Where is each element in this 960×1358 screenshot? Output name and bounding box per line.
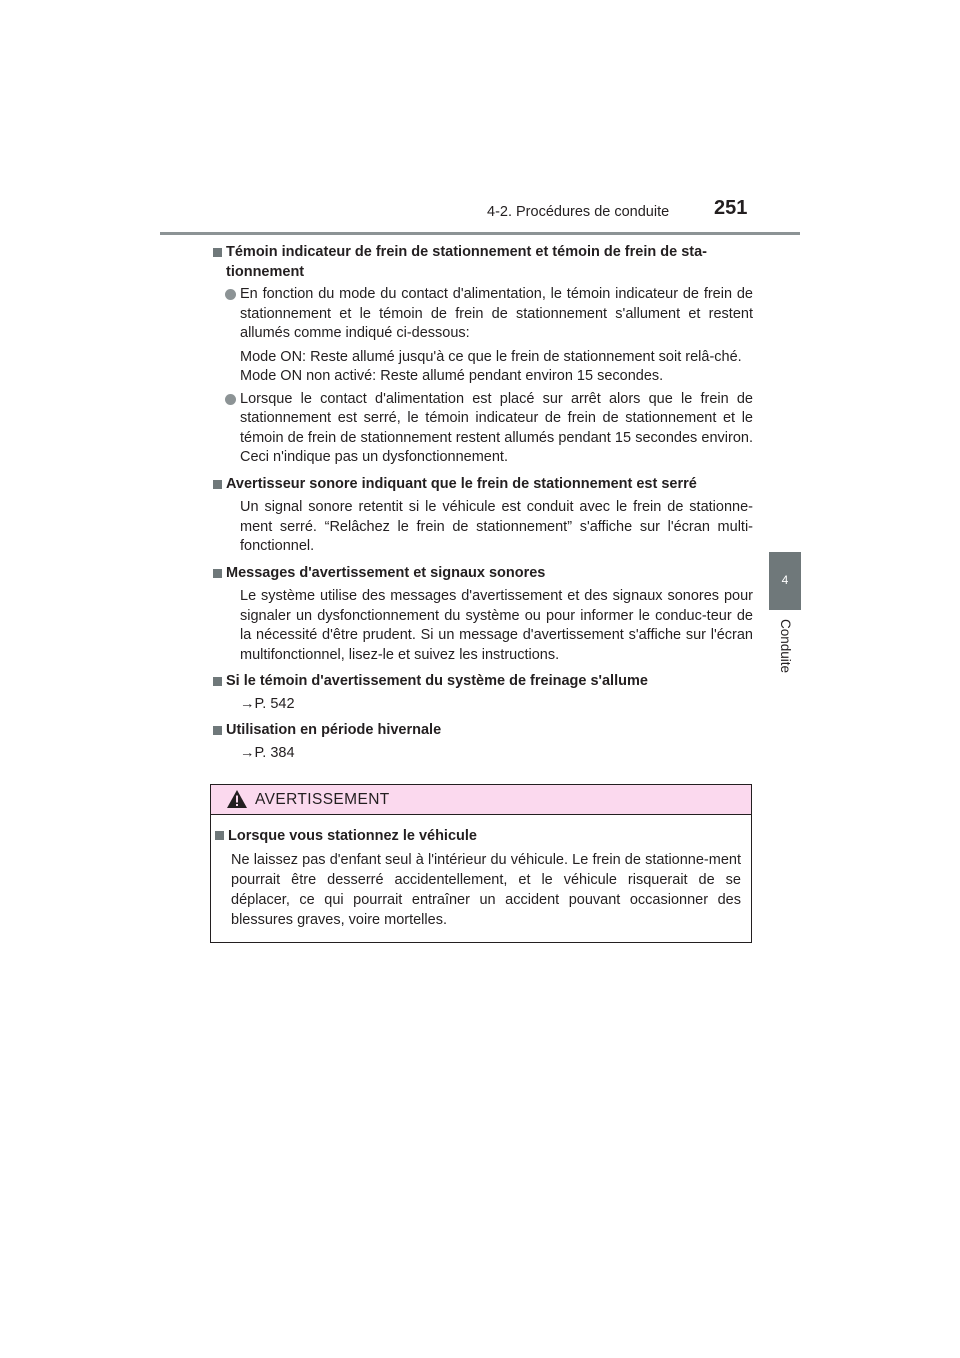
- square-bullet-icon: [213, 726, 222, 735]
- warning-body: [211, 815, 751, 930]
- header-rule: [160, 232, 800, 235]
- paragraph: Mode ON non activé: Reste allumé pendant environ 15 secondes.: [240, 368, 664, 384]
- warning-header: [211, 785, 751, 815]
- heading-text: Si le témoin d'avertissement du système de freinage s'allume: [226, 673, 648, 689]
- warning-text: Ne laissez pas d'enfant seul à l'intérieur du véhicule. Le frein de stationne-ment pourrait être desserré accidentellement, et le véhicule risquerait de se déplacer, ce qui pourrait entraîner un accident pouvant occasionner des blessures graves, voire mortelles.: [231, 852, 741, 928]
- warning-heading: [215, 826, 741, 846]
- bullet-item: [213, 285, 753, 344]
- section-heading: [213, 243, 753, 282]
- section-heading: [213, 564, 753, 584]
- page-reference: →P. 542: [240, 695, 295, 712]
- heading-text: Lorsque vous stationnez le véhicule: [228, 828, 477, 844]
- header-section: 4-2. Procédures de conduite: [487, 204, 670, 220]
- bullet-text: Lorsque le contact d'alimentation est placé sur arrêt alors que le frein de stationnement est serré, le témoin indicateur de frein de stationnement et le témoin de frein de stationnement restent allumés pendant 15 secondes environ. Ceci n'indique pas un dysfonctionnement.: [240, 390, 753, 465]
- bullet-text: En fonction du mode du contact d'alimentation, le témoin indicateur de frein de stationnement et le témoin de frein de stationnement s'allument et restent allumés comme indiqué ci-dessous:: [240, 286, 753, 341]
- square-bullet-icon: [213, 677, 222, 686]
- section-heading: [213, 721, 753, 741]
- heading-text: Avertisseur sonore indiquant que le frein de stationnement est serré: [226, 475, 697, 492]
- square-bullet-icon: [213, 480, 222, 489]
- bullet-item: [213, 390, 753, 468]
- section-heading: [213, 672, 753, 692]
- chapter-tab: 4: [769, 552, 801, 610]
- warning-box: [210, 784, 752, 943]
- heading-text: Utilisation en période hivernale: [226, 722, 442, 738]
- chapter-label: [771, 619, 799, 679]
- square-bullet-icon: [215, 831, 224, 840]
- heading-text: Messages d'avertissement et signaux sonores: [226, 564, 546, 581]
- round-bullet-icon: [225, 289, 236, 300]
- paragraph: Un signal sonore retentit si le véhicule est conduit avec le frein de stationne-ment serré. “Relâchez le frein de stationnement” s'affiche sur l'écran multi-fonctionnel.: [240, 499, 753, 554]
- heading-text: Témoin indicateur de frein de stationnement et témoin de frein de sta-tionnement: [226, 244, 707, 280]
- section-heading: [213, 475, 753, 495]
- page-number: 251: [714, 197, 748, 219]
- main-content: [213, 243, 753, 763]
- warning-triangle-icon: [226, 789, 248, 809]
- square-bullet-icon: [213, 248, 222, 257]
- paragraph: Mode ON: Reste allumé jusqu'à ce que le frein de stationnement soit relâ-ché.: [240, 348, 742, 365]
- paragraph: Le système utilise des messages d'avertissement et des signaux sonores pour signaler un dysfonctionnement du système ou pour informer le conduc-teur de la nécessité d'être prudent. Si un message d'avertissement s'affiche sur l'écran multifonctionnel, lisez-le et suivez les instructions.: [240, 588, 753, 663]
- round-bullet-icon: [225, 394, 236, 405]
- square-bullet-icon: [213, 569, 222, 578]
- chapter-label-text: Conduite: [778, 619, 793, 674]
- warning-title: AVERTISSEMENT: [255, 791, 390, 808]
- page-reference: →P. 384: [240, 744, 295, 761]
